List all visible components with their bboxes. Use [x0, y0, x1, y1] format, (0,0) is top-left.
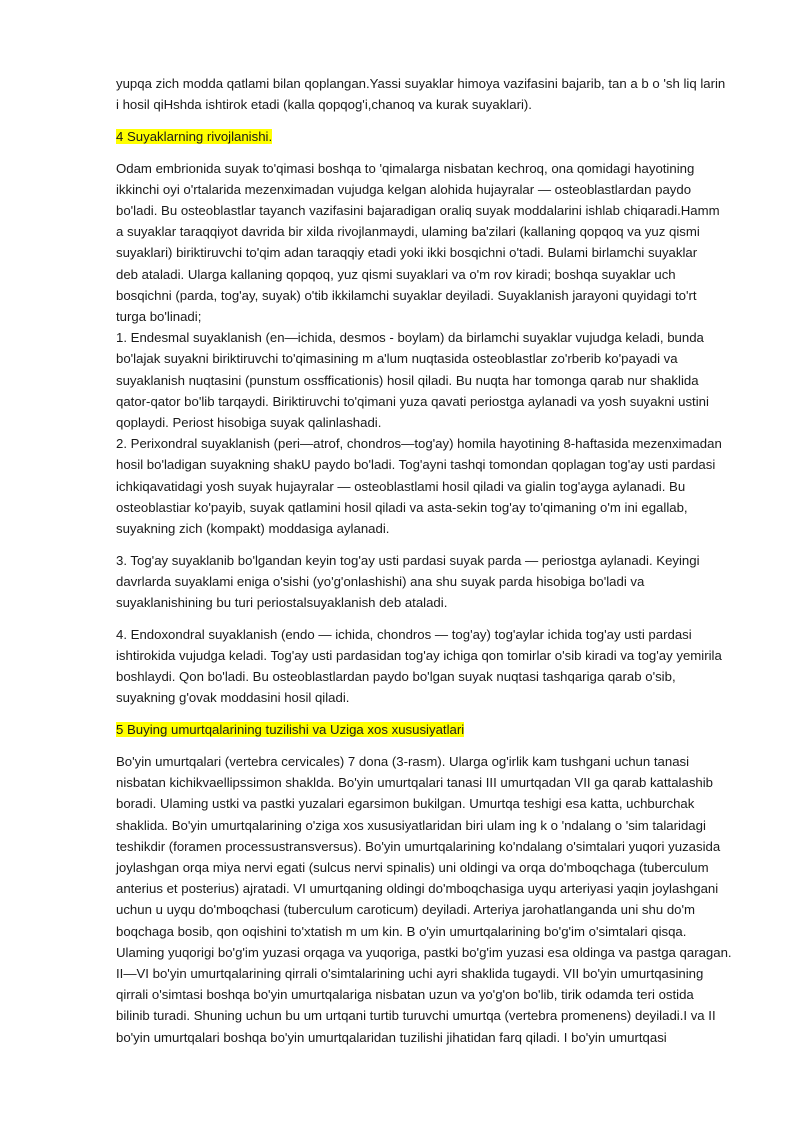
section-5-heading-text: 5 Buying umurtqalarining tuzilishi va Uziga xos xususiyatlari [116, 722, 465, 738]
section-4-item-3: 3. Tog'ay suyaklanib bo'lgandan keyin tog'ay usti pardasi suyak parda — periostga aylanadi. Keyingi davrlarda suyaklami eniga o'sishi (yo'g'onlashishi) ana shu suyak parda hisobiga bo'ladi va suyaklanishining bu turi periostalsuyaklanish deb ataladi. [116, 552, 700, 611]
section-5-body: Bo'yin umurtqalari (vertebra cervicales) 7 dona (3-rasm). Ularga og'irlik kam tushgani uchun tanasi nisbatan kichikvaellipssimon shaklda. Bo'yin umurtqalari tanasi III umurtqadan VII ga qarab kattalashib boradi. Ulaming ustki va pastki yuzalari egarsimon bukilgan. Umurtqa teshigi esa katta, uchburchak shaklida. Bo'yin umurtqalarining o'ziga xos xususiyatlaridan biri ulam ing k o 'ndalang o 'sim talaridagi teshikdir (foramen processustransversus). Bo'yin umurtqalarining ko'ndalang o'simtalari yuqori yuzasida joylashgan orqa miya nervi egati (sulcus nervi spinalis) uni oldingi va orqa do'mboqchaga (tuberculum anterius et posterius) ajratadi. VI umurtqaning oldingi do'mboqchasiga uyqu arteriyasi yaqin joylashgani uchun u uyqu do'mboqchasi (tuberculum caroticum) deyiladi. Arteriya jarohatlanganda uni shu do'm boqchaga bosib, qon oqishini to'xtatish m um kin. B o'yin umurtqalarining bo'g'im o'simtalari qisqa. Ulaming yuqorigi bo'g'im yuzasi orqaga va yuqoriga, pastki bo'g'im yuzasi esa oldinga va pastga qaragan. II—VI bo'yin umurtqalarining qirrali o'simtalarining uchi ayri shaklida tugaydi. VII bo'yin umurtqasining qirrali o'simtasi boshqa bo'yin umurtqalariga nisbatan uzun va yo'g'on bo'lib, tirik odamda teri ostida bilinib turadi. Shuning uchun bu um urtqani turtib turuvchi umurtqa (vertebra promenens) deyiladi.I va II bo'yin umurtqalari boshqa bo'yin umurtqalaridan tuzilishi jihatidan farq qiladi. I bo'yin umurtqasi [116, 753, 732, 1045]
section-4-heading-text: 4 Suyaklarning rivojlanishi. [116, 128, 273, 144]
section-5-heading [116, 719, 746, 740]
section-4-heading [116, 126, 746, 147]
section-4-item-4: 4. Endoxondral suyaklanish (endo — ichida, chondros — tog'ay) tog'aylar ichida tog'ay usti pardasi ishtirokida vujudga keladi. Tog'ay usti pardasidan tog'ay ichiga qon tomirlar o'sib kiradi va tog'ay yemirila boshlaydi. Qon bo'ladi. Bu osteoblastlardan paydo bo'lgan suyak nuqtasi tashqariga qarab o'sib, suyakning g'ovak moddasini hosil qiladi. [116, 626, 722, 706]
section-4-body: Odam embrionida suyak to'qimasi boshqa to 'qimalarga nisbatan kechroq, ona qomidagi hayotining ikkinchi oyi o'rtalarida mezenximadan vujudga kelgan alohida hujayralar — osteoblastlardan paydo bo'ladi. Bu osteoblastlar tayanch vazifasini bajaradigan oraliq suyak moddalarini ishlab chiqaradi.Hamm a suyaklar taraqqiyot davrida bir xilda rivojlanmaydi, ulaming ba'zilari (kallaning qopqoq va yuz qismi suyaklari) biriktiruvchi to'qim adan taraqqiy etadi yoki ikki bosqichni o'tadi. Bulami birlamchi suyaklar deb ataladi. Ularga kallaning qopqoq, yuz qismi suyaklari va o'm rov kiradi; boshqa suyaklar uch bosqichni (parda, tog'ay, suyak) o'tib ikkilamchi suyaklar deyiladi. Suyaklanish jarayoni quyidagi to'rt turga bo'linadi; 1. Endesmal suyaklanish (en—ichida, desmos - boylam) da birlamchi suyaklar vujudga keladi, bunda bo'lajak suyakni biriktiruvchi to'qimasining m a'lum nuqtasida osteoblastlar zo'rberib ko'payadi va suyaklanish nuqtasini (punstum ossfficationis) hosil qiladi. Bu nuqta har tomonga qarab nur shaklida qator-qator bo'lib tarqaydi. Biriktiruvchi to'qimani yuza qavati periostga aylanadi va yosh suyakni ustini qoplaydi. Periost hisobiga suyak qalinlashadi. 2. Perixondral suyaklanish (peri—atrof, chondros—tog'ay) homila hayotining 8-haftasida mezenximadan hosil bo'ladigan suyakning shakU paydo bo'ladi. Tog'ayni tashqi tomondan qoplagan tog'ay usti pardasi ichkiqavatidagi yosh suyak hujayralar — osteoblastlami hosil qiladi va gialin tog'ayga aylanadi. Bu osteoblastiar ko'payib, suyak qatlamini hosil qiladi va asta-sekin tog'ay to'qimaning o'm ini egallab, suyakning zich (kompakt) moddasiga aylanadi. [116, 160, 722, 537]
document-page [116, 73, 746, 1058]
intro-paragraph [116, 73, 746, 115]
intro-line-1: yupqa zich modda qatlami bilan qoplangan.Yassi suyaklar himoya vazifasini bajarib, tan a b o 'sh liq larin [116, 76, 726, 91]
intro-line-2: i hosil qiHshda ishtirok etadi (kalla qopqog'i,chanoq va kurak suyaklari). [116, 97, 532, 113]
